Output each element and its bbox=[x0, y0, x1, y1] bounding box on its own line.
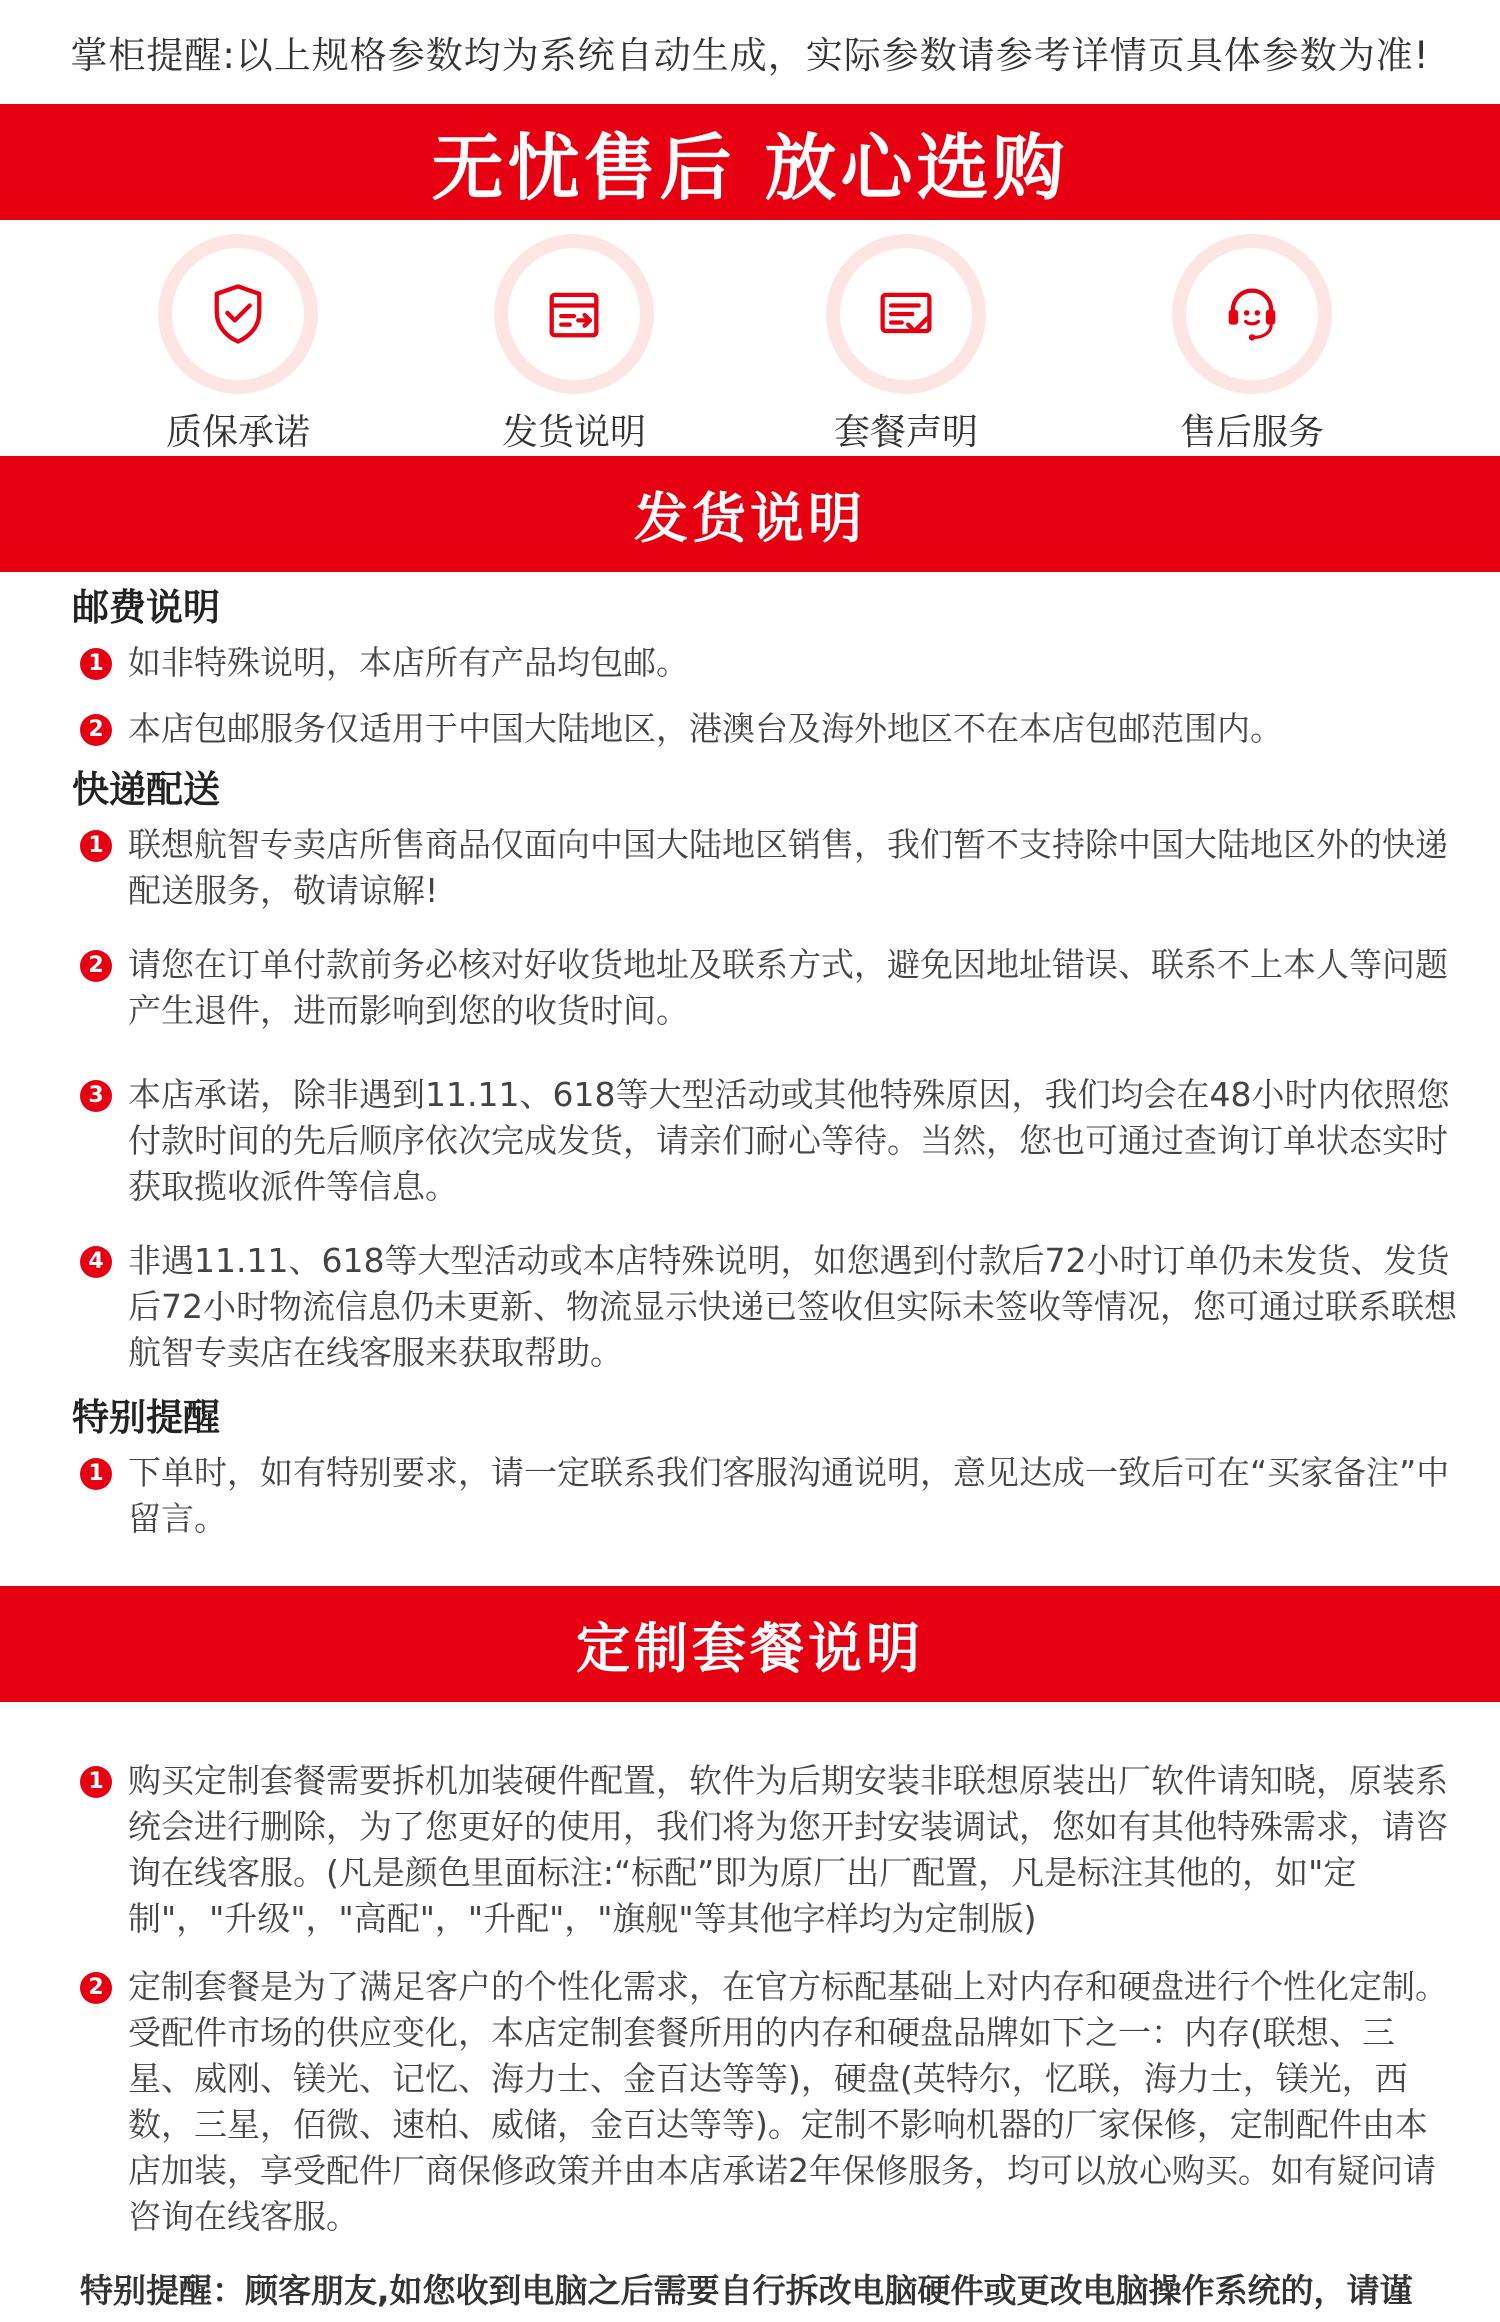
custom-content bbox=[0, 1702, 1500, 2314]
shield-check-icon bbox=[204, 280, 272, 348]
number-badge: 2 bbox=[80, 714, 112, 746]
list-item: 2 定制套餐是为了满足客户的个性化需求，在官方标配基础上对内存和硬盘进行个性化定制。受配件市场的供应变化，本店定制套餐所用的内存和硬盘品牌如下之一：内存(联想、三星、威刚、镁光、记忆、海力士、金百达等等)，硬盘(英特尔，忆联，海力士，镁光，西数，三星，佰微、速柏、威储，金百达等等)。定制不影响机器的厂家保修，定制配件由本店加装，享受配件厂商保修政策并由本店承诺2年保修服务，均可以放心购买。如有疑问请咨询在线客服。 bbox=[72, 1964, 1460, 2240]
shipping-banner: 发货说明 bbox=[0, 456, 1500, 572]
list-item: 1 购买定制套餐需要拆机加装硬件配置，软件为后期安装非联想原装出厂软件请知晓，原装系统会进行删除，为了您更好的使用，我们将为您开封安装调试，您如有其他特殊需求，请咨询在线客服。(凡是颜色里面标注:“标配”即为原厂出厂配置，凡是标注其他的，如"定制"，"升级"，"高配"，"升配"，"旗舰"等其他字样均为定制版) bbox=[72, 1758, 1460, 1942]
list-item: 3 本店承诺，除非遇到11.11、618等大型活动或其他特殊原因，我们均会在48小时内依照您付款时间的先后顺序依次完成发货，请亲们耐心等待。当然，您也可通过查询订单状态实时获取揽收派件等信息。 bbox=[72, 1072, 1460, 1210]
custom-banner: 定制套餐说明 bbox=[0, 1586, 1500, 1702]
special-heading: 特别提醒 bbox=[72, 1396, 220, 1439]
service-package[interactable] bbox=[796, 220, 1016, 455]
top-notice: 掌柜提醒:以上规格参数均为系统自动生成，实际参数请参考详情页具体参数为准! bbox=[70, 34, 1430, 77]
express-heading: 快递配送 bbox=[72, 768, 220, 811]
postage-heading: 邮费说明 bbox=[72, 586, 220, 629]
number-badge: 4 bbox=[80, 1246, 112, 1278]
list-item: 1 如非特殊说明，本店所有产品均包邮。 bbox=[72, 640, 1460, 686]
customer-service-icon bbox=[1218, 280, 1286, 348]
number-badge: 2 bbox=[80, 1972, 112, 2004]
number-badge: 1 bbox=[80, 1766, 112, 1798]
number-badge: 3 bbox=[80, 1080, 112, 1112]
service-label: 套餐声明 bbox=[833, 412, 978, 453]
service-label: 发货说明 bbox=[501, 412, 646, 453]
list-item: 4 非遇11.11、618等大型活动或本店特殊说明，如您遇到付款后72小时订单仍未发货、发货后72小时物流信息仍未更新、物流显示快递已签收但实际未签收等情况，您可通过联系联想航智专卖店在线客服来获取帮助。 bbox=[72, 1238, 1460, 1376]
number-badge: 2 bbox=[80, 950, 112, 982]
document-check-icon bbox=[872, 280, 940, 348]
main-banner: 无忧售后 放心选购 bbox=[0, 104, 1500, 220]
delivery-box-icon bbox=[540, 280, 608, 348]
service-after-sales[interactable] bbox=[1142, 220, 1362, 455]
number-badge: 1 bbox=[80, 1458, 112, 1490]
list-item: 2 本店包邮服务仅适用于中国大陆地区，港澳台及海外地区不在本店包邮范围内。 bbox=[72, 706, 1460, 752]
service-label: 售后服务 bbox=[1179, 412, 1324, 453]
service-warranty[interactable] bbox=[128, 220, 348, 455]
number-badge: 1 bbox=[80, 830, 112, 862]
service-shipping[interactable] bbox=[464, 220, 684, 455]
service-icons-row bbox=[0, 220, 1500, 456]
list-item: 2 请您在订单付款前务必核对好收货地址及联系方式，避免因地址错误、联系不上本人等问题产生退件，进而影响到您的收货时间。 bbox=[72, 942, 1460, 1034]
list-item: 1 下单时，如有特别要求，请一定联系我们客服沟通说明，意见达成一致后可在“买家备注”中留言。 bbox=[72, 1450, 1460, 1542]
list-item: 1 联想航智专卖店所售商品仅面向中国大陆地区销售，我们暂不支持除中国大陆地区外的快递配送服务，敬请谅解! bbox=[72, 822, 1460, 914]
final-note: 特别提醒：顾客朋友,如您收到电脑之后需要自行拆改电脑硬件或更改电脑操作系统的，请谨 bbox=[80, 2271, 1413, 2310]
shipping-content bbox=[0, 576, 1500, 1586]
number-badge: 1 bbox=[80, 648, 112, 680]
service-label: 质保承诺 bbox=[165, 412, 310, 453]
